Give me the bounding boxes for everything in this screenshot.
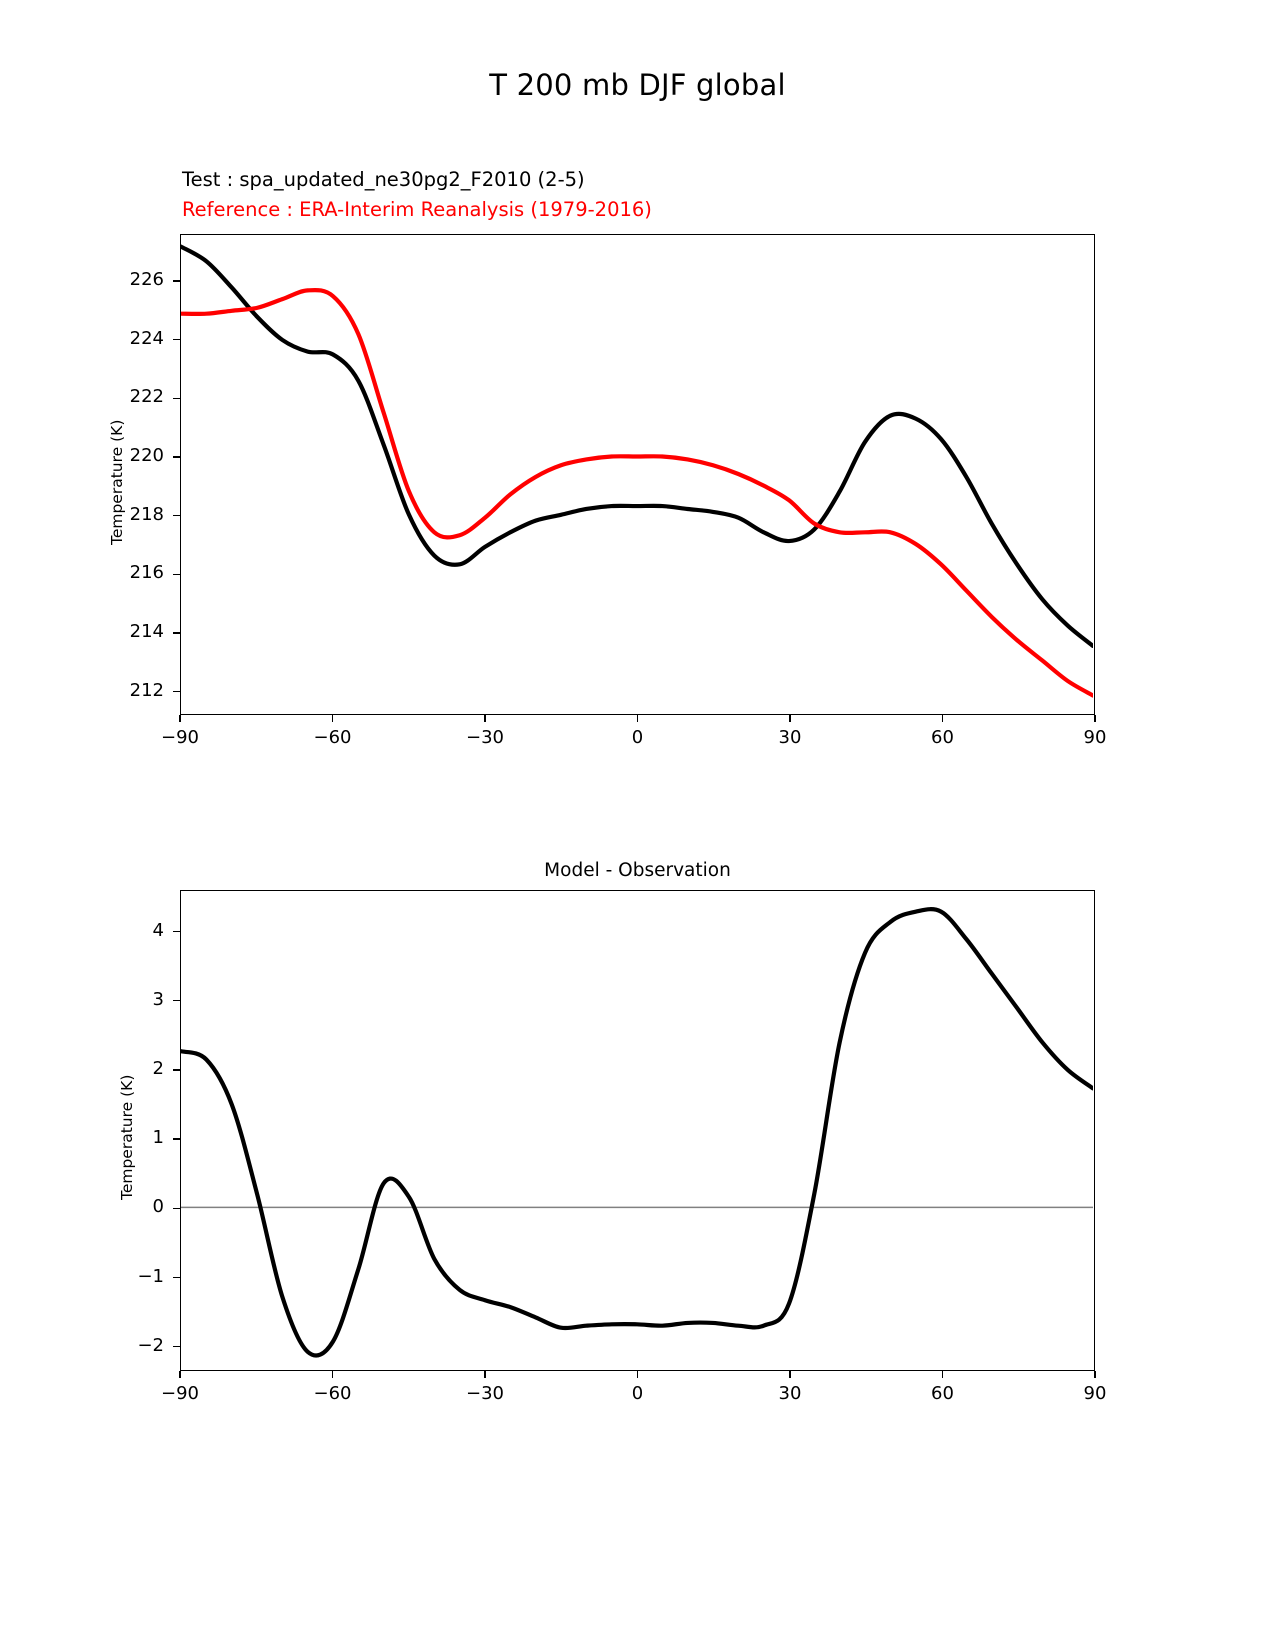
- y-tick-label: 218: [129, 503, 164, 525]
- y-tick-mark: [173, 398, 180, 399]
- y-tick-mark: [173, 691, 180, 692]
- y-tick-mark: [173, 1069, 180, 1070]
- y-tick-label: 226: [129, 268, 164, 290]
- x-tick-label: 60: [931, 727, 954, 748]
- x-tick-label: −60: [313, 1383, 352, 1404]
- difference-line: [181, 891, 1093, 1369]
- x-tick-mark: [637, 715, 638, 722]
- x-tick-label: 90: [1083, 1383, 1107, 1404]
- y-tick-label: 0: [152, 1196, 164, 1218]
- legend-test-label: Test : spa_updated_ne30pg2_F2010 (2-5): [182, 168, 585, 191]
- x-tick-mark: [484, 715, 485, 722]
- x-tick-label: −60: [313, 727, 352, 748]
- x-tick-mark: [484, 1371, 485, 1378]
- x-tick-mark: [942, 715, 943, 722]
- y-tick-mark: [173, 456, 180, 457]
- y-tick-mark: [173, 1208, 180, 1209]
- plot-area-profiles: [180, 234, 1095, 715]
- y-tick-mark: [173, 1000, 180, 1001]
- x-tick-label: 60: [931, 1383, 954, 1404]
- x-tick-mark: [789, 715, 790, 722]
- y-tick-label: 222: [129, 386, 164, 408]
- y-tick-label: 224: [129, 327, 164, 349]
- x-tick-label: 0: [631, 727, 644, 748]
- x-tick-label: −30: [466, 727, 504, 748]
- y-axis-label-top: Temperature (K): [108, 419, 126, 545]
- y-tick-label: 212: [129, 679, 164, 701]
- x-tick-mark: [637, 1371, 638, 1378]
- y-tick-mark: [173, 931, 180, 932]
- y-tick-mark: [173, 339, 180, 340]
- y-tick-label: −2: [137, 1334, 164, 1356]
- profiles-lines: [181, 235, 1093, 713]
- panel-title-difference: Model - Observation: [544, 860, 731, 881]
- y-tick-mark: [173, 1138, 180, 1139]
- x-tick-mark: [332, 715, 333, 722]
- y-tick-mark: [173, 632, 180, 633]
- legend-reference-label: Reference : ERA-Interim Reanalysis (1979-2016): [182, 198, 652, 221]
- y-tick-label: 2: [152, 1057, 164, 1079]
- x-tick-mark: [789, 1371, 790, 1378]
- plot-area-difference: [180, 890, 1095, 1371]
- y-tick-label: 220: [129, 444, 164, 466]
- y-tick-label: −1: [137, 1265, 164, 1287]
- x-tick-label: −90: [161, 727, 199, 748]
- x-tick-mark: [942, 1371, 943, 1378]
- y-tick-label: 1: [152, 1127, 164, 1149]
- y-tick-label: 214: [129, 620, 164, 642]
- y-tick-label: 4: [152, 919, 164, 941]
- x-tick-mark: [1094, 715, 1095, 722]
- x-tick-label: 30: [778, 1383, 802, 1404]
- x-tick-mark: [179, 1371, 180, 1378]
- x-tick-mark: [332, 1371, 333, 1378]
- x-tick-mark: [1094, 1371, 1095, 1378]
- y-tick-mark: [173, 280, 180, 281]
- y-tick-label: 216: [129, 562, 164, 584]
- x-tick-label: 0: [631, 1383, 644, 1404]
- y-tick-mark: [173, 1277, 180, 1278]
- x-tick-mark: [179, 715, 180, 722]
- y-tick-mark: [173, 574, 180, 575]
- x-tick-label: 30: [778, 727, 802, 748]
- y-axis-label-bottom: Temperature (K): [118, 1074, 136, 1200]
- page-title: T 200 mb DJF global: [489, 68, 786, 102]
- y-tick-label: 3: [152, 988, 164, 1010]
- x-tick-label: 90: [1083, 727, 1107, 748]
- x-tick-label: −90: [161, 1383, 199, 1404]
- x-tick-label: −30: [466, 1383, 504, 1404]
- y-tick-mark: [173, 515, 180, 516]
- y-tick-mark: [173, 1346, 180, 1347]
